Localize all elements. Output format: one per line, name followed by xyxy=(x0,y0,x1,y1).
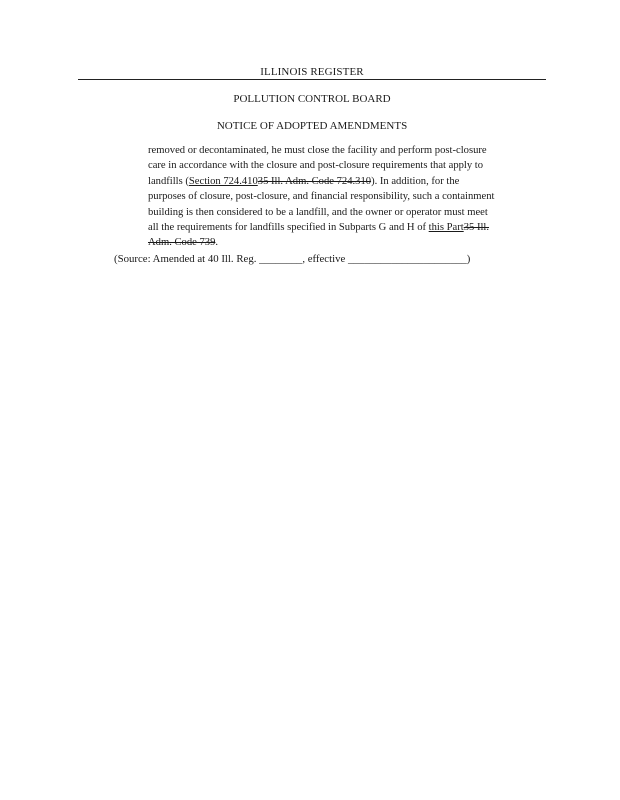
inserted-text: Section 724.410 xyxy=(188,175,258,187)
paragraph-line-6 xyxy=(148,220,543,235)
register-blank: ________ xyxy=(259,253,303,265)
source-suffix: ) xyxy=(466,253,471,265)
paragraph-line-4: purposes of closure, post-closure, and financial responsibility, such a containment xyxy=(148,191,495,203)
header-divider xyxy=(78,79,546,80)
text-run: landfills ( xyxy=(148,175,189,187)
text-run: . xyxy=(215,237,219,249)
paragraph-line-5: building is then considered to be a landfill, and the owner or operator must meet xyxy=(148,206,488,218)
source-middle: , effective xyxy=(302,253,348,265)
paragraph-line-2: care in accordance with the closure and post-closure requirements that apply to xyxy=(148,160,484,172)
deleted-text: Adm. Code 739 xyxy=(148,237,216,249)
paragraph-line-3 xyxy=(148,174,543,189)
source-prefix: (Source: Amended at 40 Ill. Reg. xyxy=(114,253,260,265)
register-title: ILLINOIS REGISTER xyxy=(260,66,364,78)
paragraph-line-1: removed or decontaminated, he must close the facility and perform post-closure xyxy=(148,145,487,156)
notice-title: NOTICE OF ADOPTED AMENDMENTS xyxy=(216,120,408,132)
amendment-paragraph xyxy=(148,143,543,251)
agency-name: POLLUTION CONTROL BOARD xyxy=(233,93,391,105)
inserted-text: this Part xyxy=(428,222,464,234)
effective-blank: ______________________ xyxy=(348,253,467,265)
source-note xyxy=(114,253,554,265)
text-run: all the requirements for landfills specified in Subparts G and H of xyxy=(148,222,429,234)
text-run: ). In addition, for the xyxy=(371,175,460,187)
deleted-text: 35 Ill. xyxy=(463,222,490,234)
paragraph-line-7 xyxy=(148,235,543,250)
deleted-text: 35 Ill. Adm. Code 724.310 xyxy=(257,175,372,187)
